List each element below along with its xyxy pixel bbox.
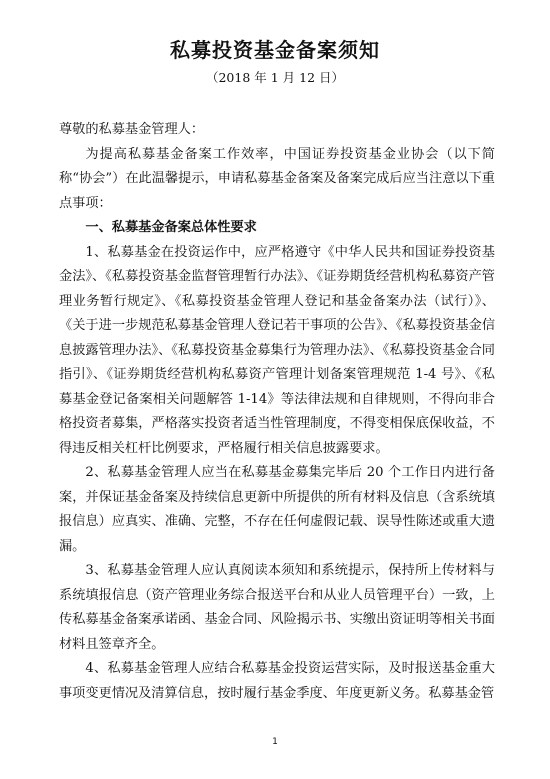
- document-date: （2018 年 1 月 12 日）: [205, 70, 345, 85]
- salutation: 尊敬的私募基金管理人：: [59, 122, 205, 137]
- page-number: 1: [272, 737, 278, 747]
- paragraph-1: 1、私募基金在投资运作中，应严格遵守《中华人民共和国证券投资基金法》、《私募投资基金监督管理暂行办法》、《证券期货经营机构私募资产管理业务暂行规定》、《私募投资基金管理人登记和基金备案办法（试行）》、《关于进一步规范私募基金管理人登记若干事项的公告》、《私募投资基金信息披露管理办法》、《私募投资基金募集行为管理办法》、《私募投资基金合同指引》、《证券期货经营机构私募资产管理计划备案管理规范 1-4 号》、《私募基金登记备案相关问题解答 1-14》等法律法规和自律规则，不得向非合格投资者募集，严格落实投资者适当性管理制度，不得变相保底保收益，不得违反相关杠杆比例要求，严格履行相关信息披露要求。: [59, 244, 495, 456]
- intro-paragraph: 为提高私募基金备案工作效率，中国证券投资基金业协会（以下简称“协会”）在此温馨提示，申请私募基金备案及备案完成后应当注意以下重点事项：: [59, 146, 495, 211]
- document-body: [59, 118, 495, 706]
- paragraph-2: 2、私募基金管理人应当在私募基金募集完毕后 20 个工作日内进行备案，并保证基金备案及持续信息更新中所提供的所有材料及信息（含系统填报信息）应真实、准确、完整，不存在任何虚假记载、误导性陈述或重大遗漏。: [59, 465, 495, 554]
- document-title: 私募投资基金备案须知: [170, 38, 380, 62]
- section-heading: 一、私募基金备案总体性要求: [85, 220, 257, 235]
- paragraph-4: 4、私募基金管理人应结合私募基金投资运营实际，及时报送基金重大事项变更情况及清算信息，按时履行基金季度、年度更新义务。私募基金管: [59, 661, 495, 701]
- paragraph-3: 3、私募基金管理人应认真阅读本须知和系统提示，保持所上传材料与系统填报信息（资产管理业务综合报送平台和从业人员管理平台）一致，上传私募基金备案承诺函、基金合同、风险揭示书、实缴出资证明等相关书面材料且签章齐全。: [59, 563, 495, 652]
